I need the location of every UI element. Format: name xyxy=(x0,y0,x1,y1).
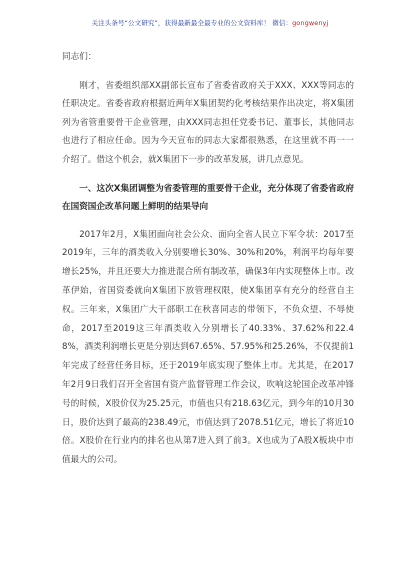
promo-banner-text: 关注头条号“公文研究”，获得最新最全最专业的公文资料库！ 微信： xyxy=(91,19,293,27)
wechat-id: gongwenyj xyxy=(292,19,329,27)
promo-banner[interactable] xyxy=(80,17,340,29)
section-heading: 一、这次X集团调整为省委管理的重要骨干企业，充分体现了省委省政府在国资国企改革问题上鲜明的结果导向 xyxy=(62,183,354,212)
section-paragraph: 2017年2月，X集团面向社会公众、面向全省人民立下军令状：2017至2019年，三年的酒类收入分别要增长30%、30%和20%，利润平均每年要增长25%，并且还要大力推进混合所有制改革，确保3年内实现整体上市。改革伊始，省国资委就向X集团下放管理权限，使X集团享有充分的经营自主权。三年来，X集团广大干部职工在秋喜同志的带领下，不负众望、不辱使命，2017至2019这三年酒类收入分别增长了40.33%、37.62%和22.48%，酒类利润增长更是分别达到67.65%、57.95%和25.26%，不仅提前1年完成了经营任务目标，还于2019年底实现了整体上市。尤其是，在2017年2月9日我们召开全省国有资产监督管理工作会议，吹响这轮国企改革冲锋号的时候，X股价仅为25.25元，市值也只有218.63亿元，到今年的10月30日，股价达到了最高的238.49元，市值达到了2078.51亿元，增长了将近10倍。X股价在行业内的排名也从第7进入到了前3。X也成为了A股X板块中市值最大的公司。 xyxy=(62,229,354,466)
intro-paragraph: 刚才，省委组织部XX副部长宣布了省委省政府关于XXX、XXX等同志的任职决定。省委省政府根据近两年X集团契约化考核结果作出决定，将X集团列为省管重要骨干企业管理，由XXX同志担任党委书记、董事长，其他同志也进行了相应任命。因为今天宣布的同志大家都很熟悉，在这里就不再一一介绍了。借这个机会，就X集团下一步的改革发展，讲几点意见。 xyxy=(62,80,354,165)
document-body xyxy=(62,48,354,470)
salutation: 同志们： xyxy=(62,52,97,62)
